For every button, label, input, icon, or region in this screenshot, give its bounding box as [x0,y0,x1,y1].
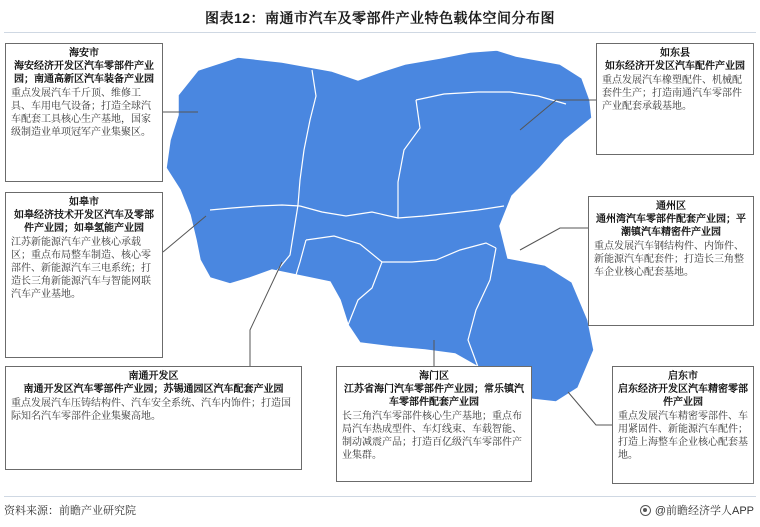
region-name: 如皋市 [69,197,99,208]
brand-logo-icon [640,505,651,516]
map-landmass [166,50,594,402]
region-name: 海门区 [419,371,449,382]
region-name: 海安市 [69,48,99,59]
region-description: 江苏新能源汽车产业核心承载区；重点布局整车制造、核心零部件、新能源汽车三电系统；打造长三角新能源汽车与智能网联汽车产业基地。 [11,237,151,300]
region-park: 如皋经济技术开发区汽车及零部件产业园；如皋氢能产业园 [14,210,154,234]
region-park: 启东经济开发区汽车精密零部件产业园 [618,384,748,408]
region-box-rudong [596,43,754,155]
region-box-haian [5,43,163,182]
region-name: 通州区 [656,201,686,212]
region-park: 如东经济开发区汽车配件产业园 [605,61,745,72]
brand-text: @前瞻经济学人APP [654,505,754,517]
region-description: 重点发展汽车精密零部件、车用紧固件、新能源汽车配件；打造上海整车企业核心配套基地。 [618,411,748,461]
region-description: 重点发展汽车压铸结构件、汽车安全系统、汽车内饰件；打造国际知名汽车零部件企业集聚高地。 [11,398,291,422]
region-box-nantong-development-zone [5,366,302,470]
region-name: 南通开发区 [128,371,179,382]
region-box-haimen [336,366,532,482]
region-box-rugao [5,192,163,358]
brand-credit [640,502,754,518]
footer-divider [4,496,756,497]
region-description: 重点发展汽车钢结构件、内饰件、新能源汽车配套件；打造长三角整车企业核心配套基地。 [594,241,744,278]
region-description: 重点发展汽车橡塑配件、机械配套件生产；打造南通汽车零部件产业配套承载基地。 [602,75,742,112]
region-park: 海安经济开发区汽车零部件产业园；南通高新区汽车装备产业园 [14,61,154,85]
region-box-qidong [612,366,754,484]
region-park: 通州湾汽车零部件配套产业园；平潮镇汽车精密件产业园 [596,214,746,238]
region-park: 南通开发区汽车零部件产业园；苏锡通园区汽车配套产业园 [23,384,284,395]
source-note: 资料来源：前瞻产业研究院 [4,505,136,517]
region-name: 如东县 [660,48,690,59]
region-description: 长三角汽车零部件核心生产基地；重点布局汽车热成型件、车灯线束、车载智能、制动减震产品；打造百亿级汽车零部件产业集群。 [342,411,522,461]
region-description: 重点发展汽车千斤顶、维修工具、车用电气设备；打造全球汽车配套工具核心生产基地，国家级制造业单项冠军产业集聚区。 [11,88,151,138]
region-name: 启东市 [668,371,698,382]
region-park: 江苏省海门汽车零部件产业园；常乐镇汽车零部件配套产业园 [344,384,524,408]
region-box-tongzhou [588,196,754,326]
chart-title: 图表12：南通市汽车及零部件产业特色载体空间分布图 [204,10,556,26]
